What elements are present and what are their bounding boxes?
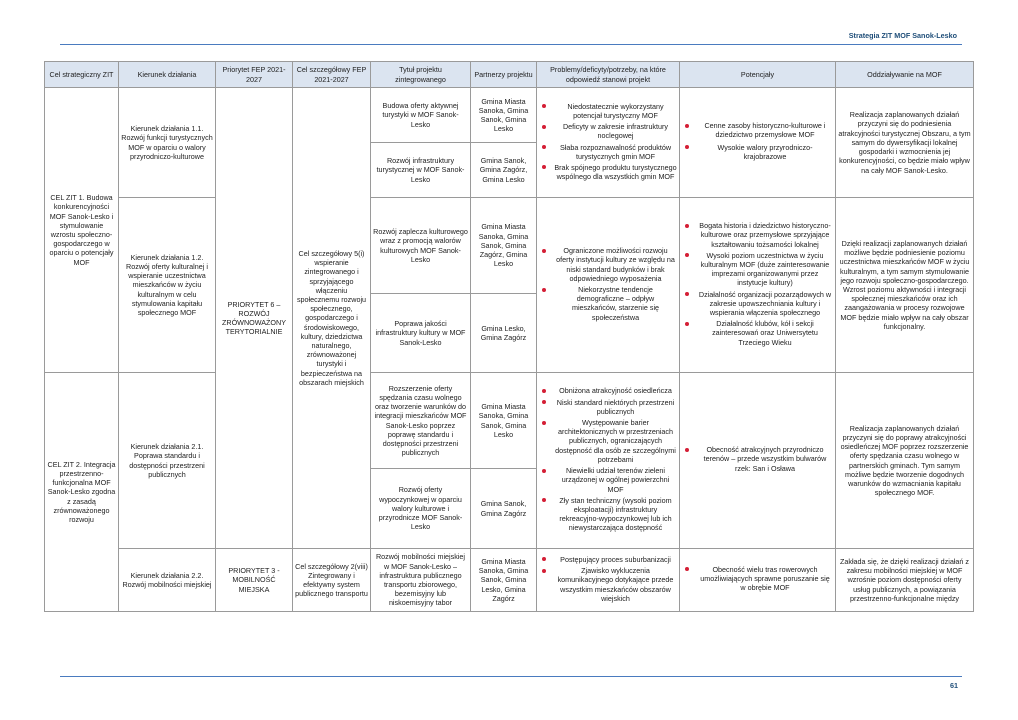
problemy-cell — [537, 549, 680, 612]
problemy-cell — [537, 373, 680, 549]
problem-item: Niekorzystne tendencje demograficzne – odpływ mieszkańców, starzenie się społeczeństwa — [539, 285, 677, 322]
potencjal-item: Działalność klubów, kół i sekcji zainteresowań oraz Uniwersytetu Trzeciego Wieku — [682, 319, 833, 347]
kierunek-cell: Kierunek działania 1.2. Rozwój oferty kulturalnej i wspieranie uczestnictwa mieszkańców w życiu kulturalnym w celu stymulowania kapitału społecznego MOF — [119, 198, 216, 373]
problem-item: Zjawisko wykluczenia komunikacyjnego dotykające przede wszystkim mieszkańców obszarów wiejskich — [539, 566, 677, 603]
oddzialywanie-cell: Realizacja zaplanowanych działań przyczyni się do podniesienia atrakcyjności turystycznej Obszaru, a tym samym do dywersyfikacji lokalnej gospodarki i wzmocnienia jej konkurencyjności, co będzie miało wpływ na cały MOF Sanok-Lesko. — [836, 88, 974, 198]
partnerzy-cell: Gmina Lesko, Gmina Zagórz — [471, 294, 537, 373]
table-row — [45, 549, 974, 612]
column-header: Cel szczegółowy FEP 2021-2027 — [293, 62, 371, 88]
cel-strategiczny-cell: CEL ZIT 1. Budowa konkurencyjności MOF Sanok-Lesko i stymulowanie wzrostu społeczno-gospodarczego w oparciu o potencjały MOF — [45, 88, 119, 373]
potencjal-item: Działalność organizacji pozarządowych w zakresie upowszechniania kultury i wspierania włączenia społecznego — [682, 290, 833, 318]
projekt-cell: Rozszerzenie oferty spędzania czasu wolnego oraz tworzenie warunków do integracji mieszkańców MOF Sanok-Lesko poprzez poprawę standardu i dostępności przestrzeni publicznych — [371, 373, 471, 469]
table-row — [45, 373, 974, 469]
potencjal-item: Bogata historia i dziedzictwo historyczno-kulturowe oraz przemysłowe sprzyjające kształtowaniu tożsamości lokalnej — [682, 221, 833, 249]
problem-item: Słaba rozpoznawalność produktów turystycznych gmin MOF — [539, 143, 677, 161]
cel-szczegolowy-cell: Cel szczegółowy 2(viii) Zintegrowany i efektywny system publicznego transportu — [293, 549, 371, 612]
partnerzy-cell: Gmina Miasta Sanoka, Gmina Sanok, Gmina Lesko — [471, 88, 537, 143]
projekt-cell: Rozwój oferty wypoczynkowej w oparciu walory kulturowe i przyrodnicze MOF Sanok-Lesko — [371, 469, 471, 549]
table-row — [45, 88, 974, 143]
oddzialywanie-cell: Dzięki realizacji zaplanowanych działań możliwe będzie podniesienie poziomu uczestnictwa mieszkańców MOF w życiu kulturalnym, a tym samym stymulowanie jego rozwoju społeczno-gospodarczego. Wzrost poziomu aktywności i integracji społecznej mieszkańców oraz ich zaangażowania w procesy rozwojowe MOF będzie miało wpływ na cały obszar funkcjonalny. — [836, 198, 974, 373]
priorytet-cell: PRIORYTET 3 - MOBILNOŚĆ MIEJSKA — [216, 549, 293, 612]
partnerzy-cell: Gmina Miasta Sanoka, Gmina Sanok, Gmina Lesko, Gmina Zagórz — [471, 549, 537, 612]
document-title: Strategia ZIT MOF Sanok-Lesko — [848, 31, 957, 40]
partnerzy-cell: Gmina Miasta Sanoka, Gmina Sanok, Gmina Zagórz, Gmina Lesko — [471, 198, 537, 294]
column-header: Tytuł projektu zintegrowanego — [371, 62, 471, 88]
table-row — [45, 198, 974, 294]
problem-item: Deficyty w zakresie infrastruktury noclegowej — [539, 122, 677, 140]
cel-szczegolowy-cell: Cel szczegółowy 5(i) wspieranie zintegrowanego i sprzyjającego włączeniu społecznemu rozwoju społecznego, gospodarczego i środowiskowego, kultury, dziedzictwa naturalnego, zrównoważonej turystyki i bezpieczeństwa na obszarach miejskich — [293, 88, 371, 549]
problemy-cell — [537, 198, 680, 373]
cel-strategiczny-cell: CEL ZIT 2. Integracja przestrzenno-funkcjonalna MOF Sanok-Lesko zgodna z zasadą zrównoważonego rozwoju — [45, 373, 119, 612]
table-header-row — [45, 62, 974, 88]
partnerzy-cell: Gmina Sanok, Gmina Zagórz, Gmina Lesko — [471, 143, 537, 198]
header-rule — [60, 44, 962, 45]
problem-item: Zły stan techniczny (wysoki poziom eksploatacji) infrastruktury rekreacyjno-wypoczynkowej lub ich niewystarczająca dostępność — [539, 496, 677, 533]
projekt-cell: Rozwój infrastruktury turystycznej w MOF Sanok-Lesko — [371, 143, 471, 198]
problem-item: Ograniczone możliwości rozwoju oferty instytucji kultury ze względu na niski standard budynków i brak odpowiedniego wyposażenia — [539, 246, 677, 283]
projekt-cell: Rozwój zaplecza kulturowego wraz z promocją walorów kulturowych MOF Sanok-Lesko — [371, 198, 471, 294]
oddzialywanie-cell: Zakłada się, że dzięki realizacji działań z zakresu mobilności miejskiej w MOF wzrośnie poziom dostępności oferty usług publicznych, a powiązania przestrzenno-funkcjonalne między — [836, 549, 974, 612]
potencjal-item: Obecność atrakcyjnych przyrodniczo terenów – przede wszystkim bulwarów rzek: San i Osława — [682, 445, 833, 473]
column-header: Oddziaływanie na MOF — [836, 62, 974, 88]
potencjal-item: Cenne zasoby historyczno-kulturowe i dziedzictwo przemysłowe MOF — [682, 121, 833, 139]
potencjaly-cell — [680, 88, 836, 198]
problem-item: Niewielki udział terenów zieleni urządzonej w ogólnej powierzchni MOF — [539, 466, 677, 494]
partnerzy-cell: Gmina Sanok, Gmina Zagórz — [471, 469, 537, 549]
priorytet-cell: PRIORYTET 6 – ROZWÓJ ZRÓWNOWAŻONY TERYTORIALNIE — [216, 88, 293, 549]
strategy-table — [44, 61, 974, 612]
problemy-cell — [537, 88, 680, 198]
column-header: Partnerzy projektu — [471, 62, 537, 88]
kierunek-cell: Kierunek działania 1.1. Rozwój funkcji turystycznych MOF w oparciu o walory przyrodniczo-kulturowe — [119, 88, 216, 198]
footer-rule — [60, 676, 962, 677]
problem-item: Obniżona atrakcyjność osiedleńcza — [539, 386, 677, 395]
column-header: Kierunek działania — [119, 62, 216, 88]
page-number: 61 — [950, 681, 958, 690]
problem-item: Brak spójnego produktu turystycznego wspólnego dla wszystkich gmin MOF — [539, 163, 677, 181]
kierunek-cell: Kierunek działania 2.2. Rozwój mobilności miejskiej — [119, 549, 216, 612]
column-header: Cel strategiczny ZIT — [45, 62, 119, 88]
problem-item: Niedostatecznie wykorzystany potencjał turystyczny MOF — [539, 102, 677, 120]
problem-item: Występowanie barier architektonicznych w przestrzeniach publicznych, ograniczających dostępność dla osób ze szczególnymi potrzebami — [539, 418, 677, 464]
projekt-cell: Budowa oferty aktywnej turystyki w MOF Sanok-Lesko — [371, 88, 471, 143]
potencjal-item: Wysoki poziom uczestnictwa w życiu kulturalnym MOF (duże zainteresowanie imprezami organizowanymi przez instytucje kultury) — [682, 251, 833, 288]
oddzialywanie-cell: Realizacja zaplanowanych działań przyczyni się do poprawy atrakcyjności osiedleńczej MOF poprzez rozszerzenie oferty spędzania czasu wolnego w partnerskich gminach. Tym samym możliwe będzie tworzenie dogodnych warunków do wzmacniania kapitału społecznego MOF. — [836, 373, 974, 549]
column-header: Priorytet FEP 2021-2027 — [216, 62, 293, 88]
kierunek-cell: Kierunek działania 2.1. Poprawa standardu i dostępności przestrzeni publicznych — [119, 373, 216, 549]
potencjal-item: Wysokie walory przyrodniczo-krajobrazowe — [682, 143, 833, 161]
problem-item: Niski standard niektórych przestrzeni publicznych — [539, 398, 677, 416]
potencjal-item: Obecność wielu tras rowerowych umożliwiających sprawne poruszanie się w obrębie MOF — [682, 565, 833, 593]
potencjaly-cell — [680, 373, 836, 549]
potencjaly-cell — [680, 198, 836, 373]
column-header: Potencjały — [680, 62, 836, 88]
projekt-cell: Poprawa jakości infrastruktury kultury w MOF Sanok-Lesko — [371, 294, 471, 373]
problem-item: Postępujący proces suburbanizacji — [539, 555, 677, 564]
partnerzy-cell: Gmina Miasta Sanoka, Gmina Sanok, Gmina Lesko — [471, 373, 537, 469]
potencjaly-cell — [680, 549, 836, 612]
column-header: Problemy/deficyty/potrzeby, na które odpowiedź stanowi projekt — [537, 62, 680, 88]
projekt-cell: Rozwój mobilności miejskiej w MOF Sanok-Lesko – infrastruktura publicznego transportu zbiorowego, bezemisyjny lub niskoemisyjny tabor — [371, 549, 471, 612]
